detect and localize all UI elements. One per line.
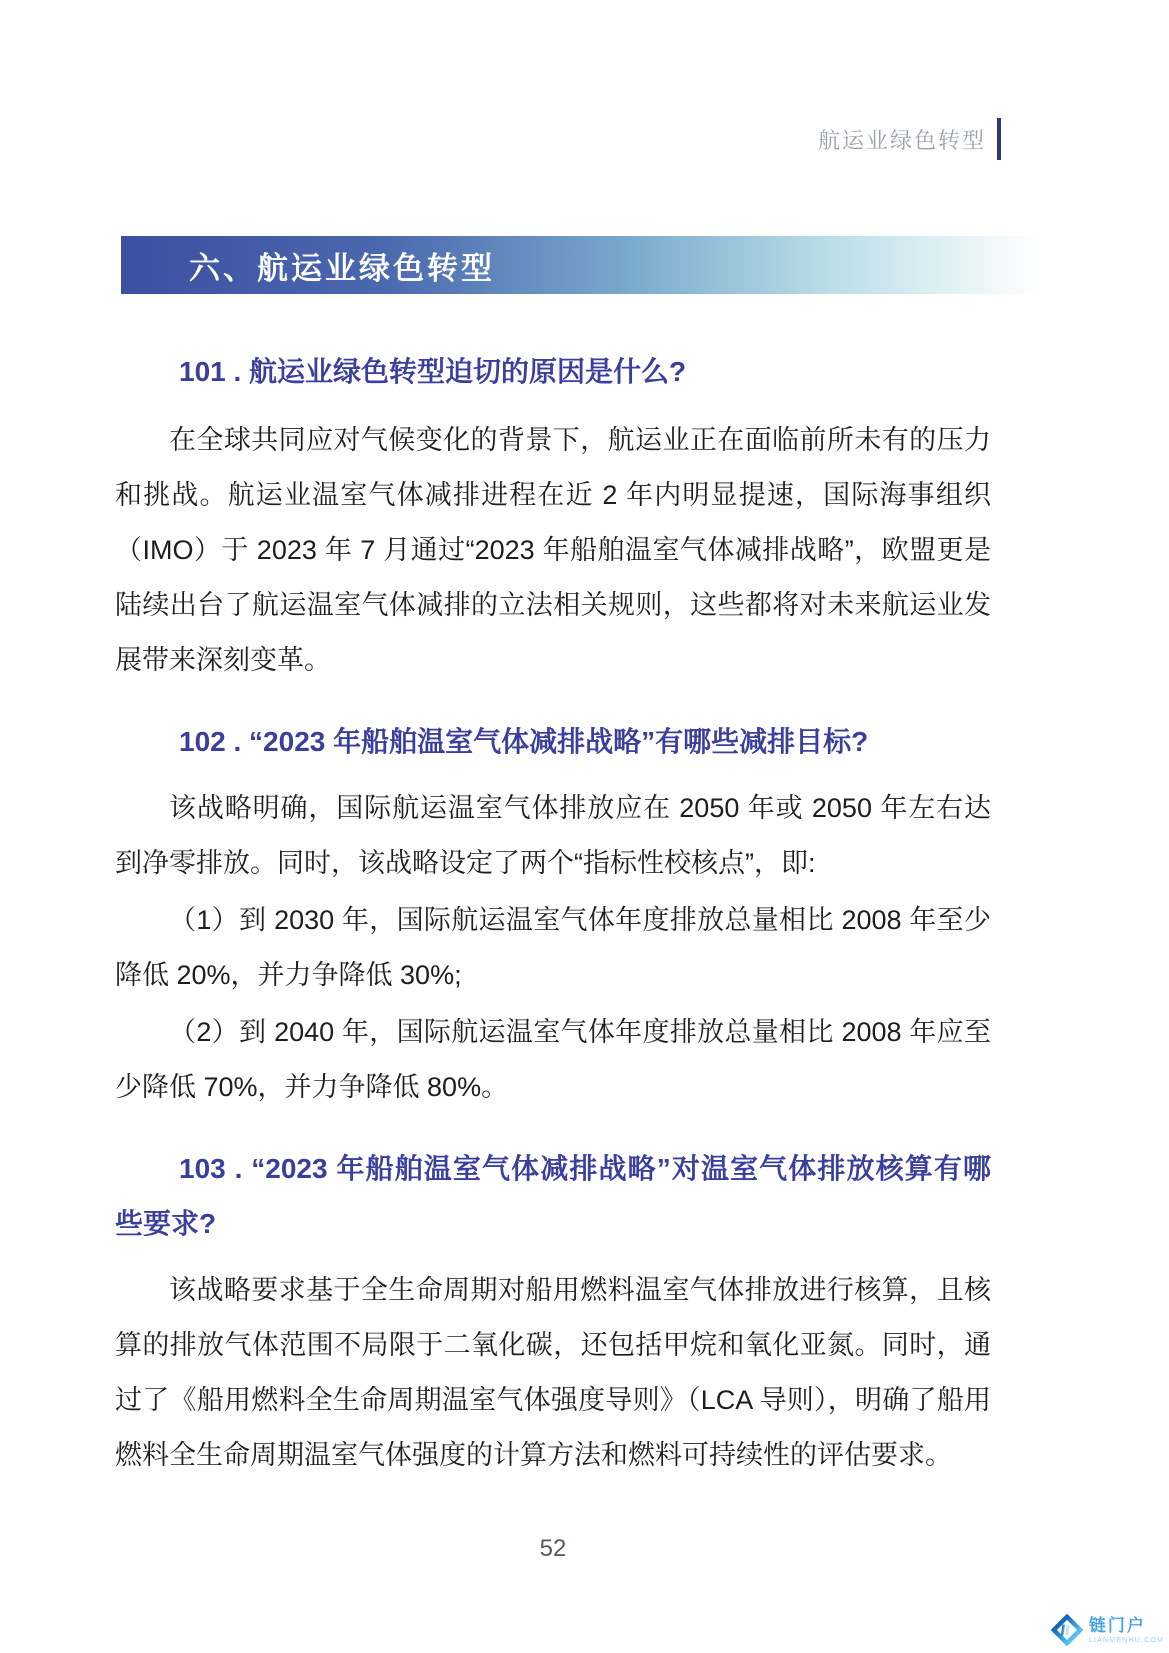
question-103-heading: 103 . “2023 年船舶温室气体减排战略”对温室气体排放核算有哪些要求? bbox=[115, 1153, 991, 1239]
question-101-heading: 101 . 航运业绿色转型迫切的原因是什么? bbox=[179, 356, 687, 387]
section-banner bbox=[121, 236, 1049, 294]
watermark-logo bbox=[1051, 1614, 1164, 1646]
question-103-paragraph: 该战略要求基于全生命周期对船用燃料温室气体排放进行核算，且核算的排放气体范围不局限于二氧化碳，还包括甲烷和氧化亚氮。同时，通过了《船用燃料全生命周期温室气体强度导则》（LCA 导则），明确了船用燃料全生命周期温室气体强度的计算方法和燃料可持续性的评估要求。 bbox=[115, 1275, 991, 1470]
document-body bbox=[115, 330, 991, 1485]
section-banner-title: 六、航运业绿色转型 bbox=[189, 250, 495, 286]
question-102-paragraph: 该战略明确，国际航运温室气体排放应在 2050 年或 2050 年左右达到净零排放。同时，该战略设定了两个“指标性校核点”，即: bbox=[115, 793, 991, 878]
running-header bbox=[818, 118, 1001, 160]
question-102-target-1: （1）到 2030 年，国际航运温室气体年度排放总量相比 2008 年至少降低 20%，并力争降低 30%; bbox=[115, 905, 991, 990]
page-number: 52 bbox=[539, 1535, 567, 1562]
logo-text-block bbox=[1089, 1617, 1164, 1644]
logo-domain: LIANMENHU.COM bbox=[1088, 1636, 1164, 1644]
question-102-heading: 102 . “2023 年船舶温室气体减排战略”有哪些减排目标? bbox=[179, 726, 869, 757]
question-102-target-2: （2）到 2040 年，国际航运温室气体年度排放总量相比 2008 年应至少降低 70%，并力争降低 80%。 bbox=[115, 1017, 991, 1102]
question-101-paragraph: 在全球共同应对气候变化的背景下，航运业正在面临前所未有的压力和挑战。航运业温室气体减排进程在近 2 年内明显提速，国际海事组织（IMO）于 2023 年 7 月通过“2023 年船舶温室气体减排战略”，欧盟更是陆续出台了航运温室气体减排的立法相关规则，这些都将对未来航运业发展带来深刻变革。 bbox=[115, 425, 991, 675]
running-header-title: 航运业绿色转型 bbox=[817, 127, 986, 153]
logo-name: 链门户 bbox=[1088, 1615, 1146, 1635]
header-accent-bar bbox=[997, 118, 1001, 160]
diamond-logo-icon bbox=[1051, 1614, 1083, 1646]
